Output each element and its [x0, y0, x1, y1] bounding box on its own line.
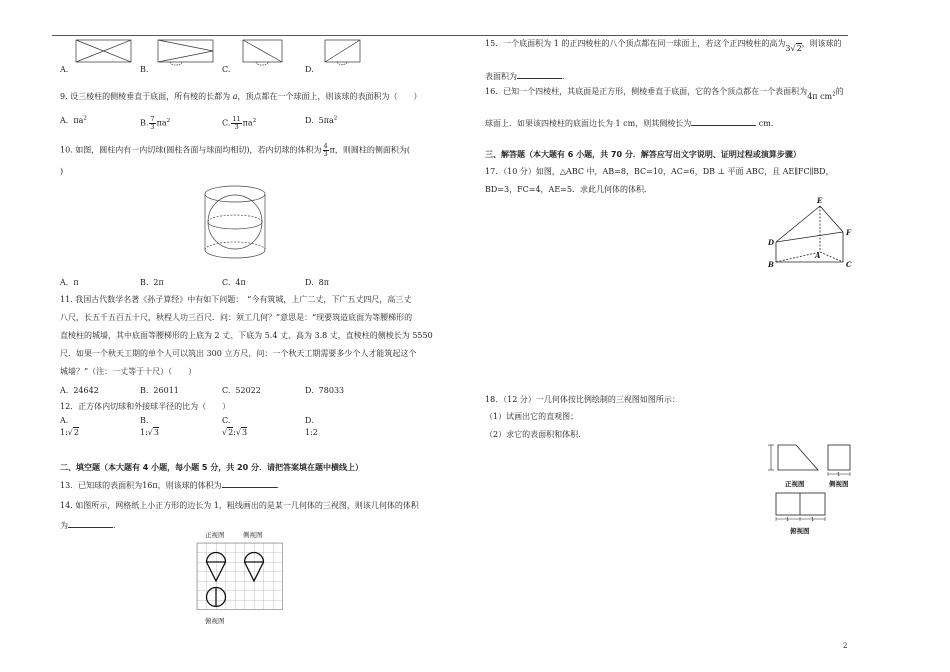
ratio-text: 1:: [60, 428, 68, 437]
point-label-c: C: [846, 260, 852, 269]
q12-option-c-value: √2:√3: [222, 428, 248, 437]
point-label-b: B: [768, 260, 774, 269]
side-view-shape: [828, 445, 850, 470]
superscript: 2: [83, 115, 87, 122]
denominator: 3: [234, 123, 239, 131]
q8-figure-b: [158, 40, 213, 65]
option-label: A.: [60, 116, 69, 125]
area-value: [807, 92, 835, 101]
stem-text: ．: [562, 72, 570, 81]
ratio-text: 1:: [140, 428, 148, 437]
radicand: 3: [242, 428, 248, 437]
q8-option-d-label: D.: [305, 65, 314, 74]
front-view-label: 正视图: [785, 480, 805, 488]
q9-option-a: [60, 116, 87, 126]
option-text: 8π: [318, 278, 330, 287]
q11-option-b: [140, 386, 179, 396]
stem-text: ．: [113, 521, 121, 530]
option-label: D.: [305, 278, 314, 287]
q14-line-1: 14. 如图所示，网格纸上小正方形的边长为 1，粗线画出的是某一几何体的三视图，则该几何体的体积: [60, 501, 419, 510]
top-dimension-right: 1: [811, 517, 815, 523]
q9-stem: [60, 92, 422, 102]
radicand: 3: [153, 428, 159, 437]
q8-figure-d: [325, 40, 360, 65]
q13-stem: [60, 479, 285, 491]
q17-line-2: BD=3，FC=4，AE=5．求此几何体的体积．: [485, 185, 652, 194]
option-label: C.: [222, 118, 231, 128]
stem-text: 10. 如图，圆柱内有一内切球(圆柱各面与球面均相切)，若内切球的体积为: [60, 145, 322, 155]
option-text: 78033: [318, 386, 345, 395]
superscript: 2: [252, 117, 257, 124]
top-view-label: 俯视图: [790, 527, 810, 535]
stem-text: ．: [276, 481, 285, 490]
ratio-text: :: [233, 428, 236, 437]
q8-option-c-label: C.: [222, 65, 231, 74]
answer-blank[interactable]: [517, 70, 562, 79]
superscript: 2: [333, 115, 338, 122]
stem-text: 13．已知球的表面积为: [60, 481, 143, 490]
section2-heading: 二、填空题（本大题有 4 小题，每小题 5 分，共 20 分．请把答案填在题中横线上）: [60, 463, 363, 472]
stem-text: 9. 设三棱柱的侧棱垂直于底面，所有棱的长都为: [60, 92, 231, 101]
q10-option-a: [60, 278, 79, 288]
fraction: [149, 116, 155, 131]
stem-text: 15．一个底面积为 1 的正四棱柱的八个顶点都在同一球面上，若这个正四棱柱的高为: [485, 39, 786, 48]
q12-option-b-label: B.: [140, 416, 149, 425]
q11-option-c: [222, 386, 261, 396]
front-view-label: 正视图: [205, 531, 225, 539]
radicand: 2: [73, 428, 79, 437]
stem-text: ，则该球的体积为: [157, 481, 222, 490]
option-text: πa: [242, 118, 253, 128]
side-view-label: 侧视图: [829, 480, 849, 488]
superscript: 2: [832, 91, 836, 98]
front-view-shape: [778, 445, 818, 470]
stem-text: 16．已知一个四棱柱，其底面是正方形，侧棱垂直于底面，它的各个顶点都在一个表面积为: [485, 87, 808, 96]
option-text: 26011: [153, 386, 179, 395]
q18-figure-labels: [785, 472, 849, 535]
q14-line-2: [60, 519, 121, 531]
answer-blank[interactable]: [68, 519, 113, 528]
option-text: 5πa: [318, 116, 334, 125]
height-value: 3√2: [785, 44, 802, 53]
option-text: π: [73, 278, 79, 287]
q11-line-3: 直棱柱的城墙，其中底面等腰梯形的上底为 2 丈、下底为 5.4 丈、高为 3.8 丈，直棱柱的侧棱长为 5550: [60, 331, 433, 340]
q12-option-b-value: 1:√3: [140, 428, 159, 437]
radicand: 2: [228, 428, 234, 437]
option-text: 24642: [73, 386, 99, 395]
q11-line-4: 尺．如果一个秋天工期的单个人可以筑出 300 立方尺，问：一个秋天工期需要多少个人才能筑起这个: [60, 349, 417, 358]
option-label: A.: [60, 386, 69, 395]
top-view-label: 俯视图: [205, 617, 225, 625]
numerator: 11: [232, 115, 241, 123]
point-label-f: F: [846, 228, 851, 237]
point-label-d: D: [768, 238, 775, 247]
option-label: C.: [222, 278, 231, 287]
value: 4π cm: [807, 92, 833, 101]
q10-stem-close: ): [60, 167, 64, 176]
q17-solid-figure: [776, 206, 843, 262]
point-label-a: A: [815, 251, 821, 260]
option-label: B.: [140, 278, 149, 287]
q14-three-view-figure: [197, 530, 283, 625]
q16-line-1: [485, 87, 844, 101]
option-label: C.: [222, 386, 231, 395]
top-view-shape: [776, 493, 825, 515]
q12-option-d-label: D.: [305, 416, 314, 425]
point-label-e: E: [817, 196, 823, 205]
radicand: 2: [796, 44, 802, 53]
stem-text: 为: [60, 521, 68, 530]
q12-option-d-value: 1:2: [305, 428, 318, 437]
stem-text: ，则圆柱的侧面积为(: [334, 145, 411, 155]
fraction: [323, 143, 329, 158]
superscript: 2: [166, 117, 171, 124]
denominator: 3: [323, 150, 328, 158]
q17-line-1: 17．（10 分）如图，△ABC 中，AB=8，BC=10，AC=6，DB ⊥ 平面 ABC，且 AE∥FC∥BD，: [485, 167, 834, 176]
q12-stem: 12．正方体内切球和外接球半径的比为（ ）: [60, 402, 231, 411]
option-label: A.: [60, 278, 69, 287]
option-label: D.: [305, 386, 314, 395]
q11-line-5: 城墙？”（注：一丈等于十尺）（ ）: [60, 367, 197, 376]
q10-option-b: [140, 278, 164, 288]
q11-option-d: [305, 386, 344, 396]
option-text: πa: [156, 118, 167, 128]
answer-blank[interactable]: [222, 479, 277, 488]
q8-figure-c: [243, 40, 282, 65]
numerator: 4: [323, 142, 328, 150]
side-view-label: 侧视图: [243, 531, 263, 539]
grid-paper: [197, 543, 283, 610]
q8-figure-a: [76, 40, 131, 62]
q15-line-2: [485, 70, 570, 82]
option-text: 52022: [235, 386, 261, 395]
value: 16π: [142, 481, 158, 490]
stem-text: 的: [835, 87, 844, 96]
option-label: D.: [305, 116, 314, 125]
side-dimension: 1: [837, 472, 841, 478]
option-text: 4π: [235, 278, 246, 287]
q11-line-1: 11. 我国古代数学名著《孙子算经》中有如下问题： “今有筑城，上广二丈，下广五丈四尺，高三丈: [60, 295, 412, 304]
stem-text: 表面积为: [485, 72, 517, 81]
option-text: πa: [73, 116, 84, 125]
q10-cylinder-figure: [205, 186, 265, 258]
variable: a: [232, 92, 238, 101]
page-number: 2: [843, 642, 848, 650]
q9-option-d: [305, 116, 337, 126]
q11-option-a: [60, 386, 99, 396]
q8-option-a-label: A.: [60, 65, 69, 74]
q12-option-a-label: A.: [60, 416, 69, 425]
stem-text: 球面上．如果该四棱柱的底面边长为 1 cm，则其侧棱长为: [485, 119, 692, 128]
coefficient: 3: [785, 44, 791, 53]
pi-symbol: π: [329, 145, 335, 155]
q11-line-2: 八尺，长五千五百五十尺，秋程人功三百尺．问：须工几何？”意思是：“现要筑造底面为等腰梯形的: [60, 313, 413, 322]
denominator: 3: [150, 123, 155, 131]
option-label: B.: [140, 118, 149, 128]
stem-text: cm．: [758, 119, 779, 128]
q12-option-c-label: C.: [222, 416, 231, 425]
q18-line-1: 18．（12 分）一几何体按比例绘制的三视图如图所示：: [485, 395, 680, 404]
q18-line-3: （2）求它的表面积和体积．: [485, 430, 587, 439]
q9-option-b: [140, 116, 170, 131]
section3-heading: 三、解答题（本大题有 6 小题，共 70 分．解答应写出文字说明、证明过程或演算步骤）: [485, 150, 801, 159]
answer-blank[interactable]: [691, 117, 756, 126]
q10-stem: [60, 143, 410, 158]
q10-option-d: [305, 278, 329, 288]
stem-text: ，则该球的: [801, 39, 842, 48]
option-label: B.: [140, 386, 149, 395]
q15-line-1: [485, 39, 842, 53]
q18-line-2: （1）试画出它的直观图；: [485, 412, 579, 421]
option-text: 2π: [153, 278, 164, 287]
q16-line-2: [485, 117, 779, 129]
fraction: [231, 116, 241, 131]
q9-option-c: [222, 116, 256, 131]
numerator: 7: [150, 115, 155, 123]
top-dimension-left: 1: [786, 517, 790, 523]
stem-text: ，顶点都在一个球面上，则该球的表面积为（ ）: [237, 92, 422, 101]
q12-option-a-value: 1:√2: [60, 428, 79, 437]
q8-option-b-label: B.: [140, 65, 149, 74]
q10-option-c: [222, 278, 246, 288]
